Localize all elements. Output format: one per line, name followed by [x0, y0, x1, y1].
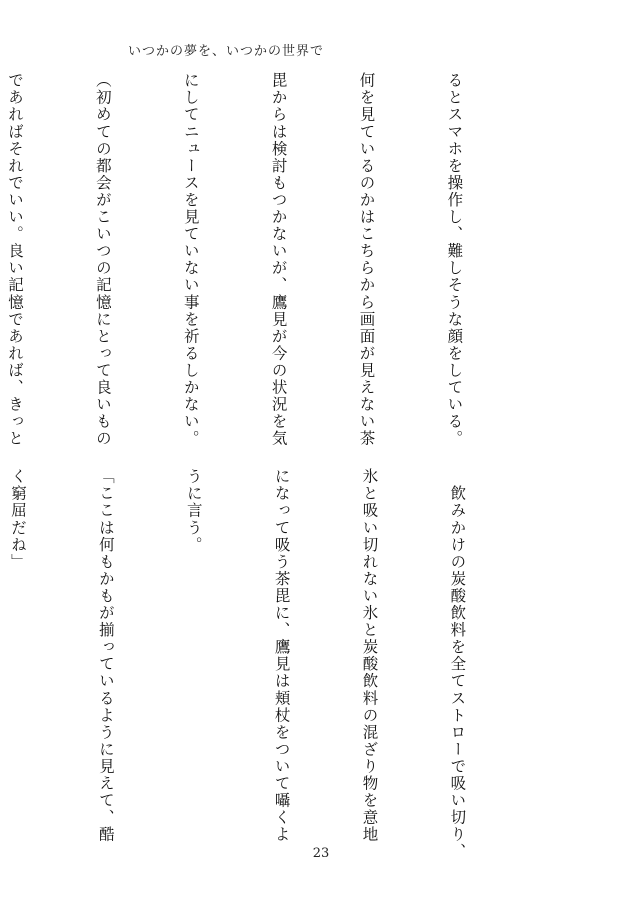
page-number: 23: [312, 846, 330, 861]
text-line: 何を見ているのかはこちらから画面が見えない茶: [357, 72, 376, 448]
text-block-top: [0, 72, 527, 448]
text-line: になって吸う茶毘に、鷹見は頬杖をついて囁くよ: [272, 468, 291, 844]
text-line: 毘からは検討もつかないが、鷹見が今の状況を気: [269, 72, 288, 448]
text-line: く窮屈だね」: [8, 468, 27, 571]
text-line: であればそれでいい。良い記憶であれば、きっと: [5, 72, 24, 448]
text-line: うに言う。: [184, 468, 203, 554]
text-line: にしてニュースを見ていない事を祈るしかない。: [181, 72, 200, 448]
running-head: いつかの夢を、いつかの世界で: [128, 44, 325, 59]
text-line: 飲みかけの炭酸飲料を全てストローで吸い切り、: [448, 468, 467, 861]
text-line: 氷と吸い切れない氷と炭酸飲料の混ざり物を意地: [360, 468, 379, 844]
text-line: 「ここは何もかもが揃っているように見えて、酷: [96, 468, 115, 844]
text-line: るとスマホを操作し、難しそうな顔をしている。: [445, 72, 464, 448]
text-line: （初めての都会がこいつの記憶にとって良いもの: [93, 72, 112, 448]
